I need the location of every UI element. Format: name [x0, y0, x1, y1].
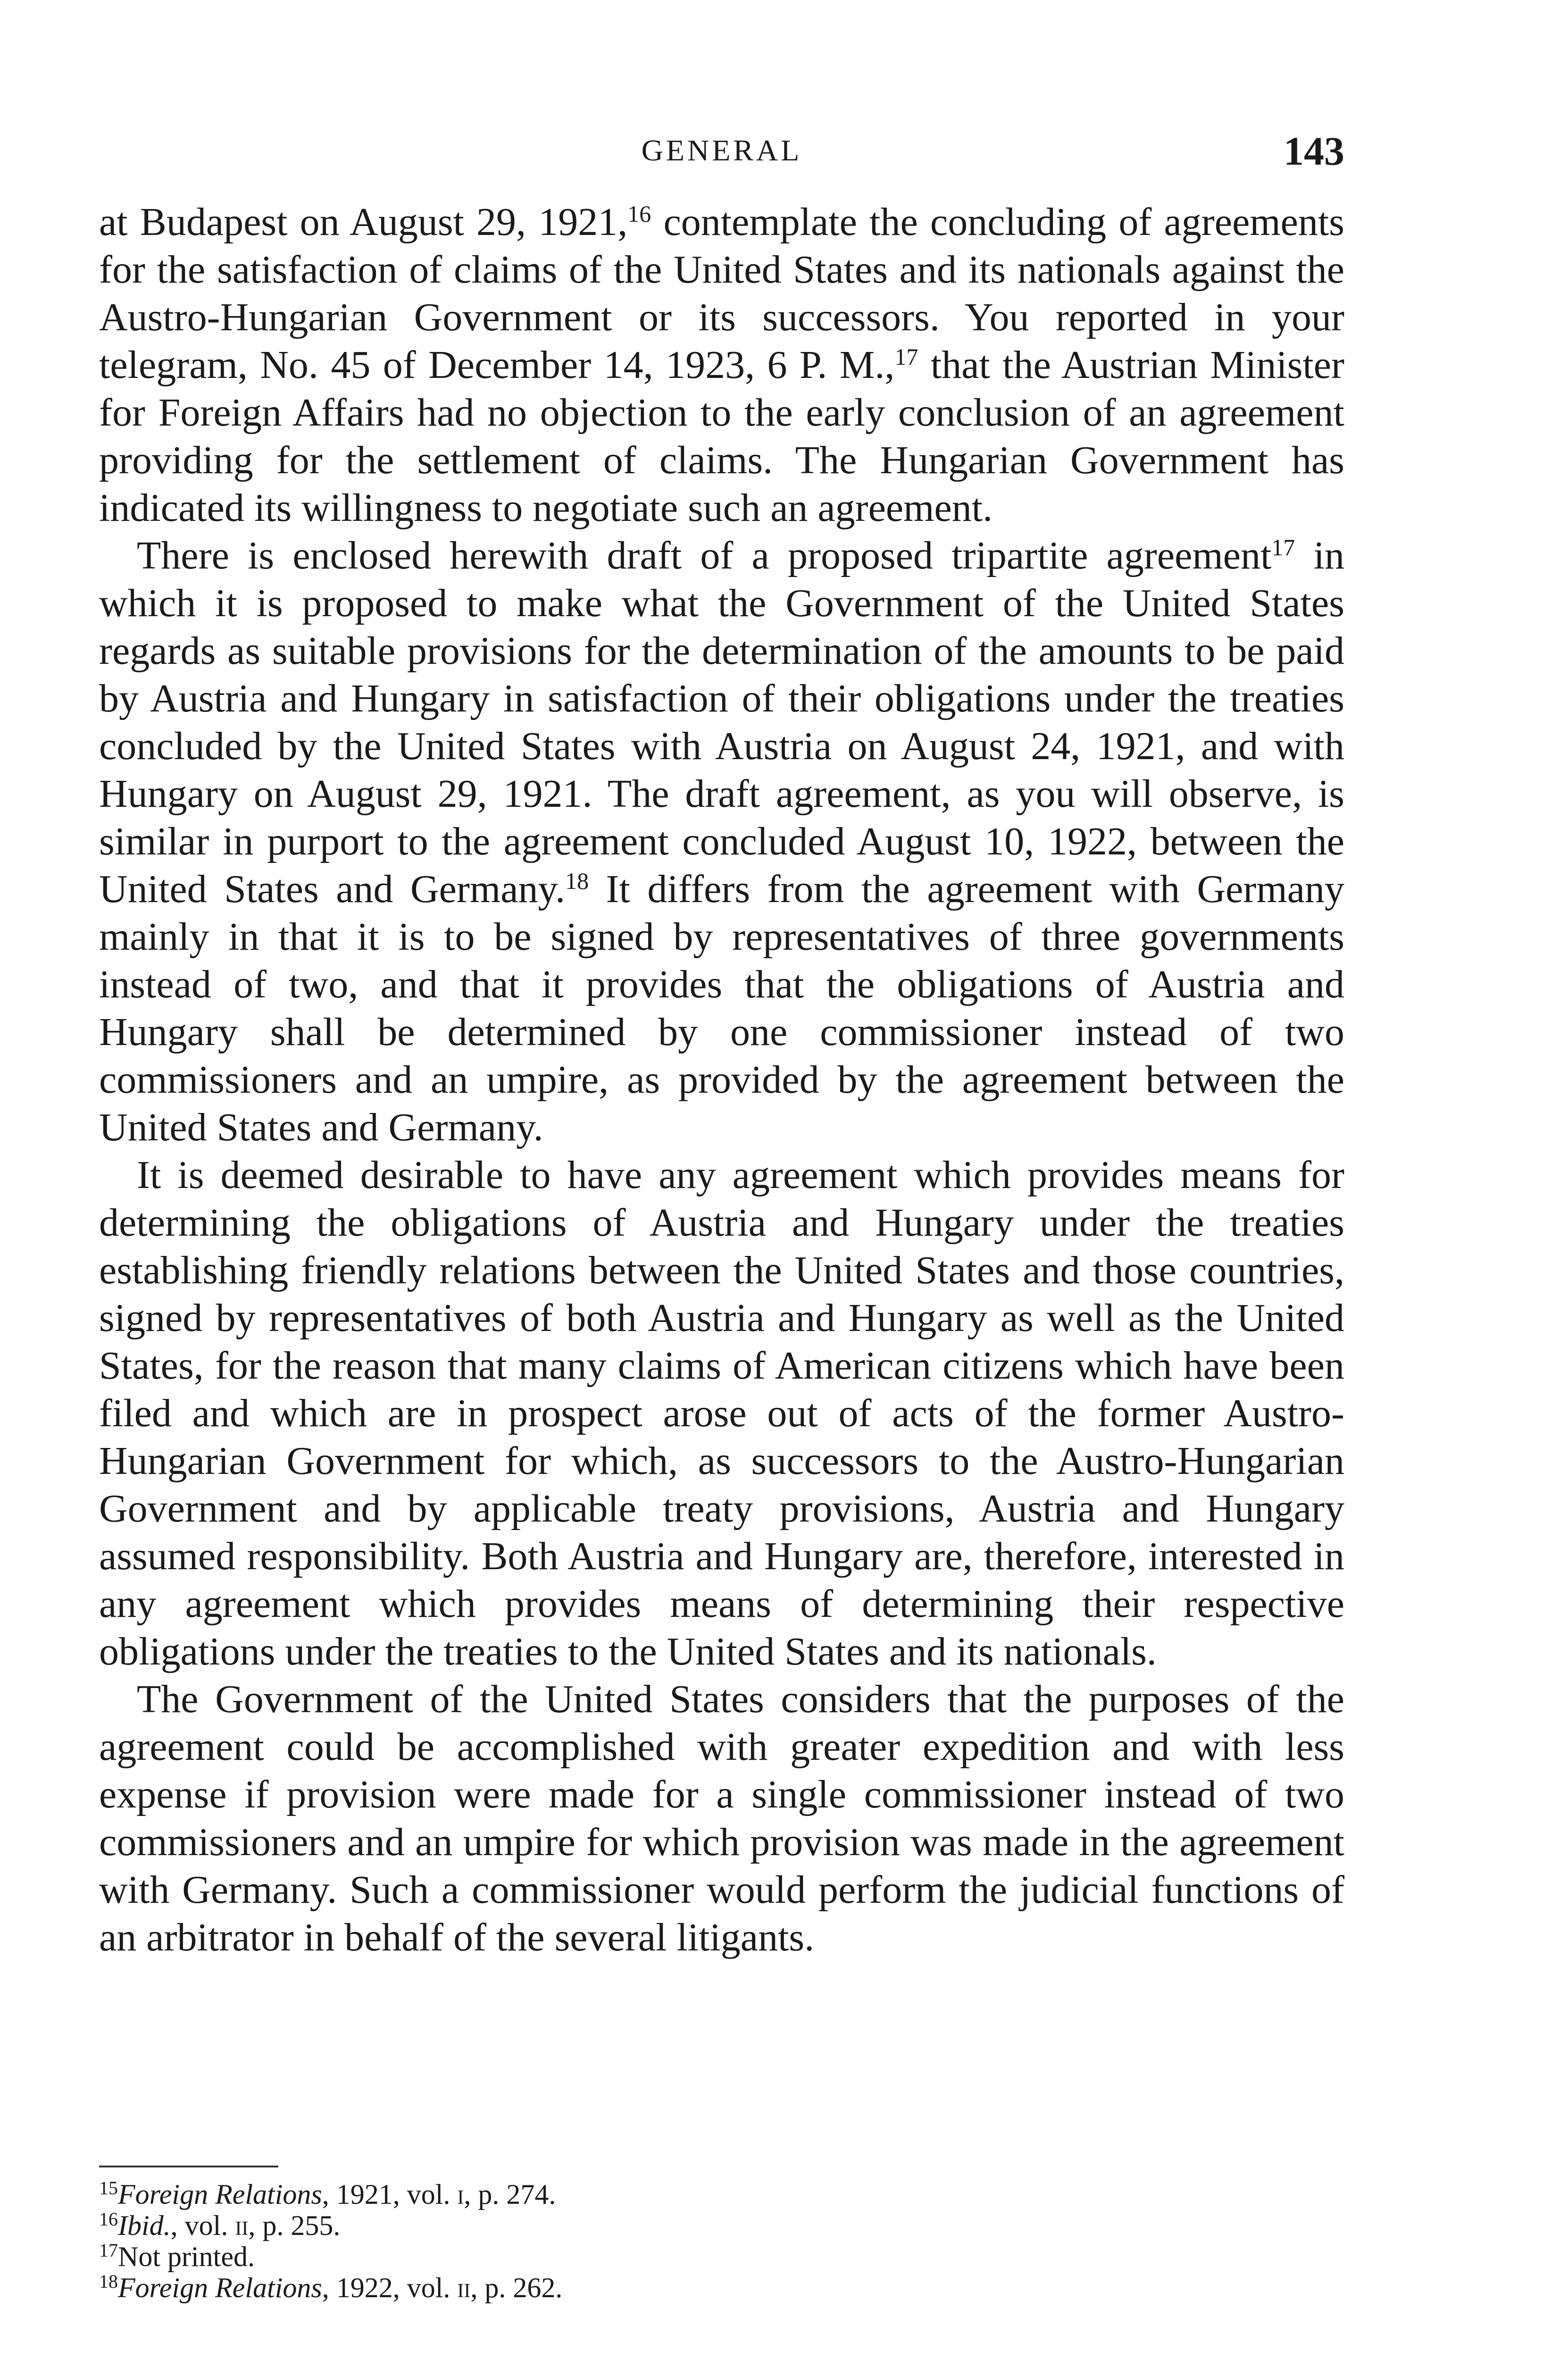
paragraph-text: that the Austrian Minister for Foreign Affairs had no objection to the early conclusion of an agreement providing for the settlement of claims. The Hungarian Government has indicated its willingness to negotiate such an agreement.: [99, 343, 1344, 530]
paragraph-text: There is enclosed herewith draft of a proposed tripartite agreement: [137, 534, 1272, 577]
footnote-number: 15: [99, 2177, 118, 2199]
footnote-number: 17: [99, 2240, 118, 2261]
footnote-16: [99, 2210, 1344, 2241]
footnote-text: Not printed.: [118, 2241, 255, 2272]
footnote-text: , p. 262.: [470, 2272, 563, 2303]
footnote-18: [99, 2272, 1344, 2303]
paragraph-2: [99, 532, 1344, 1151]
footnote-ref: 16: [627, 201, 651, 227]
footnote-17: [99, 2241, 1344, 2272]
page-header: [99, 127, 1344, 179]
footnote-number: 16: [99, 2208, 118, 2230]
paragraph-4: The Government of the United States considers that the purposes of the agreement could be accomplished with greater expedition and with less expense if provision were made for a single commissioner instead of two commissioners and an umpire for which provision was made in the agreement with Germany. Such a commissioner would perform the judicial functions of an arbitrator in behalf of the several litigants.: [99, 1677, 1344, 1959]
footnote-text: , p. 255.: [248, 2210, 341, 2241]
footnote-ref: 17: [1271, 534, 1295, 560]
paragraph-text: at Budapest on August 29, 1921,: [99, 200, 628, 244]
body-text: [99, 198, 1344, 1961]
paragraph-text: It differs from the agreement with Germany mainly in that it is to be signed by representatives of three governments instead of two, and that it provides that the obligations of Austria and Hungary shall be determined by one commissioner instead of two commissioners and an umpire, as provided by the agreement between the United States and Germany.: [99, 867, 1344, 1149]
footnote-title: Foreign Relations: [118, 2179, 322, 2210]
footnote-title: Ibid.: [118, 2210, 171, 2241]
footnote-ref: 17: [894, 343, 918, 370]
footnote-text: , 1922, vol.: [322, 2272, 458, 2303]
paragraph-text: in which it is proposed to make what the Government of the United States regards as suitable provisions for the determination of the amounts to be paid by Austria and Hungary in satisfaction of their obligations under the treaties concluded by the United States with Austria on August 24, 1921, and with Hungary on August 29, 1921. The draft agreement, as you will observe, is similar in purport to the agreement concluded August 10, 1922, between the United States and Germany.: [99, 534, 1344, 911]
footnote-15: [99, 2179, 1344, 2210]
paragraph-text: contemplate the concluding of agreements for the satisfaction of claims of the United States and its nationals against the Austro-Hungarian Government or its successors. You reported in your telegram, No. 45 of December 14, 1923, 6 P. M.,: [99, 200, 1344, 387]
footnote-text: , vol.: [170, 2210, 235, 2241]
footnote-text: , p. 274.: [464, 2179, 556, 2210]
footnote-title: Foreign Relations: [118, 2272, 322, 2303]
footnote-volume: i: [457, 2179, 464, 2210]
footnote-number: 18: [99, 2271, 118, 2292]
page-number: 143: [1284, 128, 1344, 174]
footnote-ref: 18: [565, 868, 589, 894]
running-head: GENERAL: [641, 134, 802, 167]
paragraph-3: It is deemed desirable to have any agreement which provides means for determining the obligations of Austria and Hungary under the treaties establishing friendly relations between the United States and those countries, signed by representatives of both Austria and Hungary as well as the United States, for the reason that many claims of American citizens which have been filed and which are in prospect arose out of acts of the former Austro-Hungarian Government for which, as successors to the Austro-Hungarian Government and by applicable treaty provisions, Austria and Hungary assumed responsibility. Both Austria and Hungary are, therefore, interested in any agreement which provides means of determining their respective obligations under the treaties to the United States and its nationals.: [99, 1153, 1344, 1673]
paragraph-1: [99, 198, 1344, 532]
footnote-text: , 1921, vol.: [322, 2179, 458, 2210]
footnote-volume: ii: [457, 2272, 471, 2303]
footnotes: [99, 2166, 1344, 2303]
footnote-rule: [99, 2166, 278, 2167]
footnote-volume: ii: [235, 2210, 249, 2241]
